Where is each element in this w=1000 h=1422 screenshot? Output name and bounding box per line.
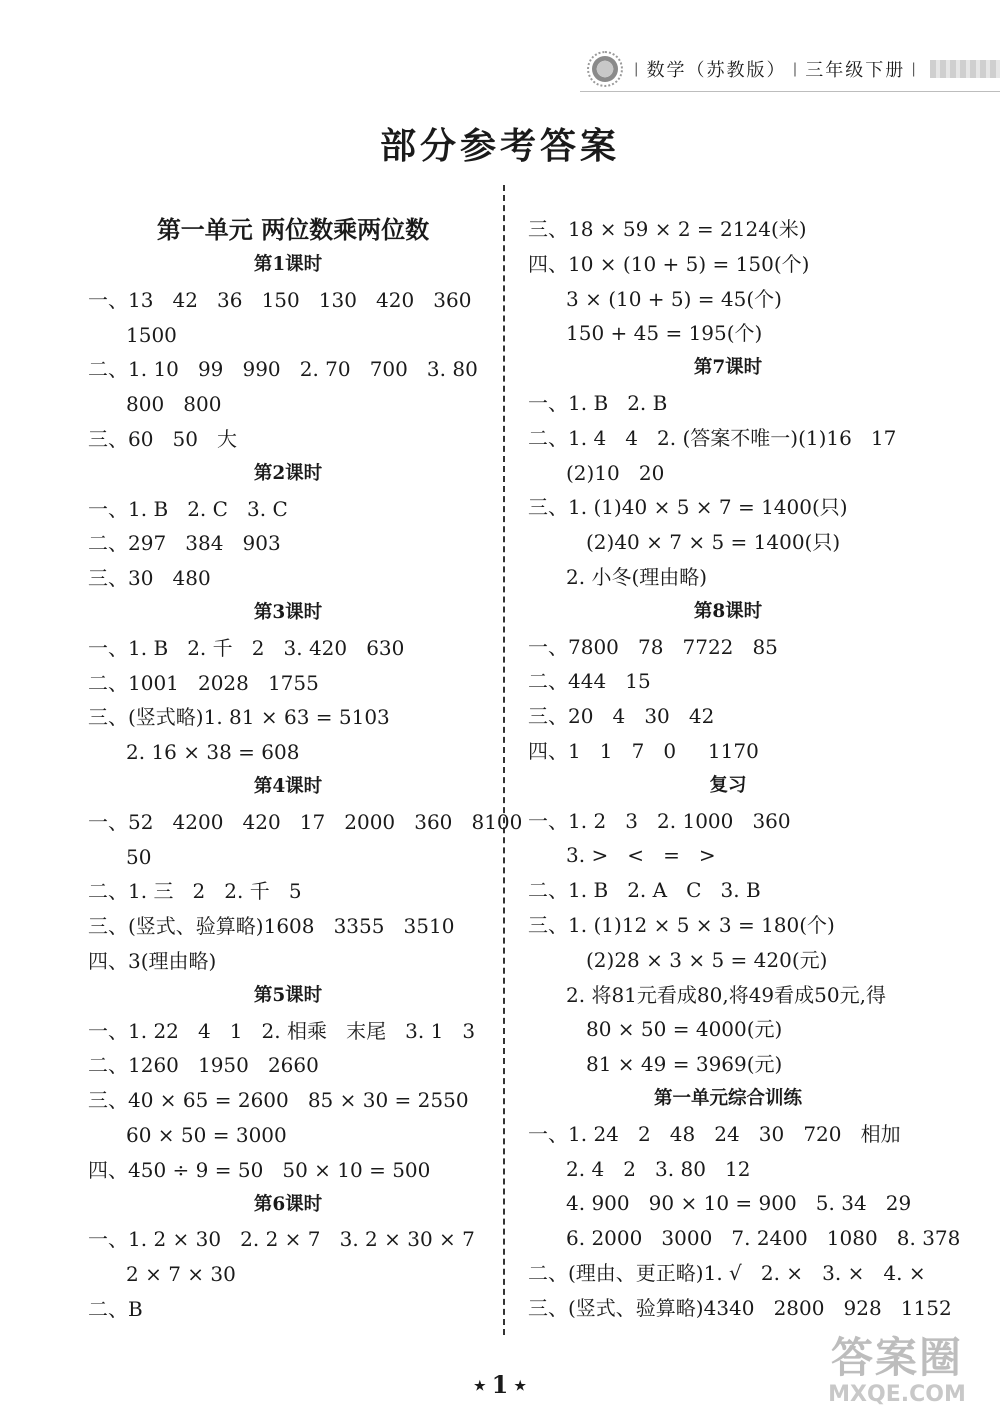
star-icon: ★ (473, 1379, 486, 1394)
answer-line: 三、30 480 (88, 566, 211, 591)
section-heading: 第1课时 (253, 254, 323, 275)
right-column (528, 212, 961, 1326)
answer-line: 二、(理由、更正略)1. √ 2. × 3. × 4. × (528, 1260, 926, 1285)
answer-line: 4. 900 90 × 10 = 900 5. 34 29 (566, 1191, 912, 1216)
answer-line: 3 × (10 + 5) = 45(个) (566, 286, 782, 311)
star-icon: ★ (514, 1379, 526, 1394)
page-number-value: 1 (491, 1370, 509, 1399)
answer-line: 二、1. 4 4 2. (答案不唯一)(1)16 17 (528, 425, 897, 450)
answer-line: 三、1. (1)12 × 5 × 3 = 180(个) (528, 912, 835, 937)
answer-line: 1500 (126, 322, 177, 347)
answer-line: 二、1. B 2. A C 3. B (528, 878, 761, 903)
header-rule (580, 91, 1000, 92)
answer-line: 60 × 50 = 3000 (126, 1122, 287, 1147)
header-separator: | (792, 61, 800, 77)
answer-line: 二、1001 2028 1755 (88, 670, 319, 695)
header-subject: 数学（苏教版） (646, 60, 787, 81)
answer-line: 四、1 1 7 0 1170 (528, 738, 759, 763)
sun-logo-icon (592, 56, 618, 82)
answer-line: 二、444 15 (528, 669, 651, 694)
answer-line: 四、10 × (10 + 5) = 150(个) (528, 251, 810, 276)
answer-line: 三、(竖式、验算略)1608 3355 3510 (88, 914, 455, 939)
page-title: 部分参考答案 (379, 125, 620, 167)
answer-line: (2)40 × 7 × 5 = 1400(只) (586, 530, 841, 555)
left-column (88, 212, 523, 1327)
section-heading: 复习 (709, 774, 747, 796)
answer-line: 一、1. 2 3 2. 1000 360 (528, 808, 791, 833)
section-heading: 第6课时 (253, 1193, 323, 1215)
header-grade: 三年级下册 (805, 60, 906, 81)
answer-line: 2. 将81元看成80,将49看成50元,得 (566, 982, 886, 1007)
answer-line: 二、1260 1950 2660 (88, 1053, 319, 1078)
answer-line: 150 + 45 = 195(个) (566, 321, 763, 346)
answer-line: 三、18 × 59 × 2 = 2124(米) (528, 217, 807, 241)
answer-line: 四、450 ÷ 9 = 50 50 × 10 = 500 (88, 1157, 431, 1182)
page-header (580, 52, 1000, 86)
section-heading: 第8课时 (693, 600, 763, 622)
answer-line: 三、(竖式、验算略)4340 2800 928 1152 (528, 1295, 952, 1320)
answer-line: 50 (126, 844, 152, 869)
answer-line: 一、1. 24 2 48 24 30 720 相加 (528, 1121, 901, 1146)
answer-line: (2)10 20 (566, 460, 665, 485)
section-heading: 第7课时 (693, 357, 763, 379)
answer-line: 一、1. B 2. B (528, 390, 668, 415)
answer-line: 81 × 49 = 3969(元) (586, 1052, 783, 1077)
answer-line: 800 800 (126, 392, 222, 417)
section-heading: 第一单元综合训练 (653, 1087, 802, 1109)
answer-line: 2. 4 2 3. 80 12 (566, 1156, 751, 1181)
section-heading: 第4课时 (253, 775, 323, 797)
answer-line: 一、1. B 2. 千 2 3. 420 630 (88, 635, 405, 660)
section-heading: 第3课时 (253, 601, 323, 623)
header-decoration (930, 60, 1000, 78)
answer-line: 一、52 4200 420 17 2000 360 8100 (88, 809, 523, 834)
answer-line: (2)28 × 3 × 5 = 420(元) (586, 947, 828, 972)
watermark-logo: 答案圈 (830, 1333, 963, 1382)
answer-line: 三、(竖式略)1. 81 × 63 = 5103 (88, 705, 390, 730)
watermark (812, 1334, 982, 1414)
section-heading: 第2课时 (253, 462, 323, 484)
answer-line: 3. > < = > (566, 843, 716, 868)
answer-line: 2. 小冬(理由略) (566, 564, 708, 589)
answer-line: 二、297 384 903 (88, 531, 281, 556)
answer-line: 一、13 42 36 150 130 420 360 (88, 287, 472, 312)
answer-line: 二、1. 10 99 990 2. 70 700 3. 80 (88, 357, 478, 382)
column-divider (503, 185, 505, 1335)
answer-line: 三、20 4 30 42 (528, 704, 715, 729)
header-separator: | (633, 61, 641, 77)
answer-line: 一、1. 2 × 30 2. 2 × 7 3. 2 × 30 × 7 (88, 1227, 475, 1252)
answer-line: 四、3(理由略) (88, 948, 217, 973)
unit-title: 第一单元 两位数乘两位数 (156, 215, 430, 244)
answer-line: 三、1. (1)40 × 5 × 7 = 1400(只) (528, 495, 848, 520)
answer-line: 二、B (88, 1296, 143, 1321)
answer-line: 2 × 7 × 30 (126, 1262, 236, 1287)
answer-line: 一、1. B 2. C 3. C (88, 496, 288, 521)
answer-line: 2. 16 × 38 = 608 (126, 740, 300, 765)
answer-line: 80 × 50 = 4000(元) (586, 1017, 783, 1042)
section-heading: 第5课时 (253, 984, 323, 1006)
watermark-url: MXQE.COM (828, 1382, 966, 1407)
answer-line: 一、7800 78 7722 85 (528, 634, 778, 659)
answer-line: 一、1. 22 4 1 2. 相乘 末尾 3. 1 3 (88, 1018, 476, 1043)
answer-line: 三、60 50 大 (88, 426, 238, 451)
answer-line: 三、40 × 65 = 2600 85 × 30 = 2550 (88, 1088, 469, 1113)
header-separator: | (911, 61, 918, 77)
answer-line: 6. 2000 3000 7. 2400 1080 8. 378 (566, 1226, 961, 1251)
answer-line: 二、1. 三 2 2. 千 5 (88, 879, 302, 904)
